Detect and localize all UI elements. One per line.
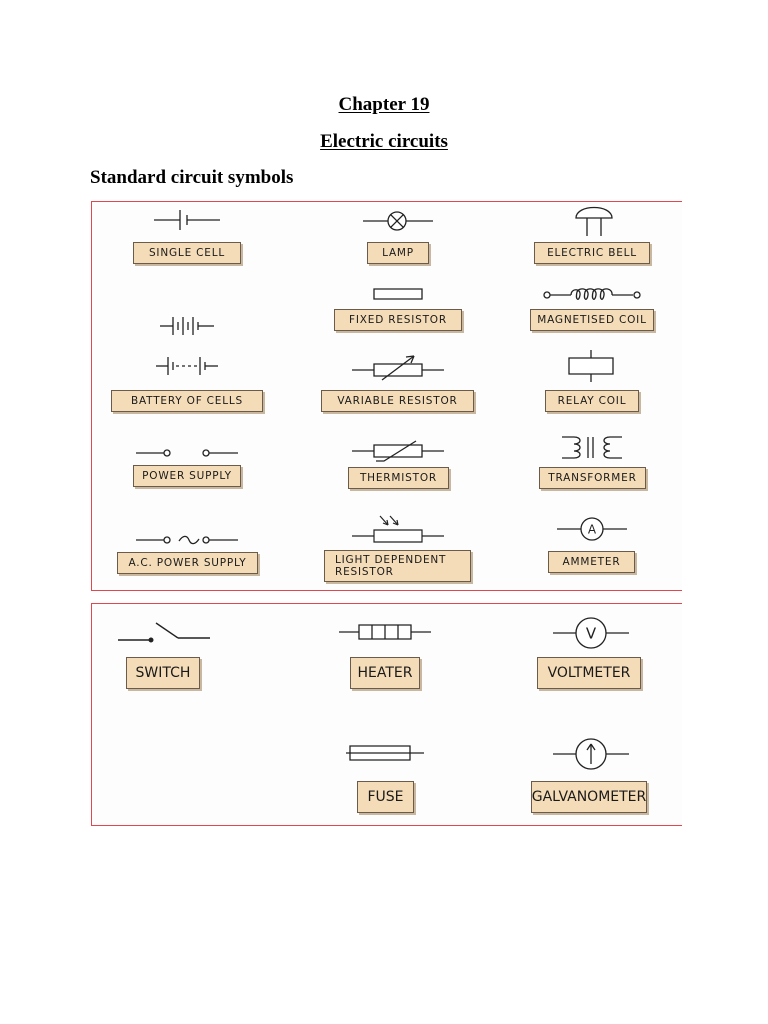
single-cell-label: SINGLE CELL — [133, 242, 241, 264]
thermistor-symbol — [350, 438, 446, 464]
variable-resistor-label: VARIABLE RESISTOR — [321, 390, 474, 412]
magnetised-coil-symbol — [541, 286, 645, 304]
electric-bell-symbol — [574, 202, 614, 236]
switch-label: SWITCH — [126, 657, 200, 689]
topic-title: Electric circuits — [320, 131, 448, 152]
chapter-title: Chapter 19 — [338, 94, 430, 115]
relay-coil-label: RELAY COIL — [545, 390, 639, 412]
lamp-symbol — [361, 208, 435, 234]
light-dependent-resistor-label: LIGHT DEPENDENT RESISTOR — [324, 550, 471, 582]
fixed-resistor-symbol — [372, 286, 424, 302]
fixed-resistor-label: FIXED RESISTOR — [334, 309, 462, 331]
lamp-label: LAMP — [367, 242, 429, 264]
section-title: Standard circuit symbols — [90, 167, 294, 188]
voltmeter-letter: V — [585, 624, 597, 643]
voltmeter-label: VOLTMETER — [537, 657, 641, 689]
magnetised-coil-label: MAGNETISED COIL — [530, 309, 654, 331]
ac-power-supply-label: A.C. POWER SUPPLY — [117, 552, 258, 574]
battery-of-cells-alt-symbol — [154, 354, 220, 378]
heater-label: HEATER — [350, 657, 420, 689]
single-cell-symbol — [150, 208, 224, 232]
switch-symbol — [116, 620, 212, 644]
battery-of-cells-symbol — [158, 314, 216, 338]
light-dependent-resistor-symbol — [350, 514, 446, 544]
electric-bell-label: ELECTRIC BELL — [534, 242, 650, 264]
variable-resistor-symbol — [350, 352, 446, 382]
voltmeter-symbol — [551, 616, 631, 650]
transformer-symbol — [560, 434, 626, 464]
transformer-label: TRANSFORMER — [539, 467, 646, 489]
ammeter-symbol — [555, 516, 629, 542]
galvanometer-symbol — [551, 737, 631, 771]
thermistor-label: THERMISTOR — [348, 467, 449, 489]
fuse-symbol — [346, 743, 424, 763]
battery-of-cells-label: BATTERY OF CELLS — [111, 390, 263, 412]
heater-symbol — [337, 622, 433, 642]
ammeter-letter: A — [587, 522, 597, 537]
fuse-label: FUSE — [357, 781, 414, 813]
ac-power-supply-symbol — [134, 532, 240, 548]
ammeter-label: AMMETER — [548, 551, 635, 573]
galvanometer-label: GALVANOMETER — [531, 781, 647, 813]
power-supply-symbol — [134, 446, 240, 460]
power-supply-label: POWER SUPPLY — [133, 465, 241, 487]
relay-coil-symbol — [566, 350, 616, 382]
